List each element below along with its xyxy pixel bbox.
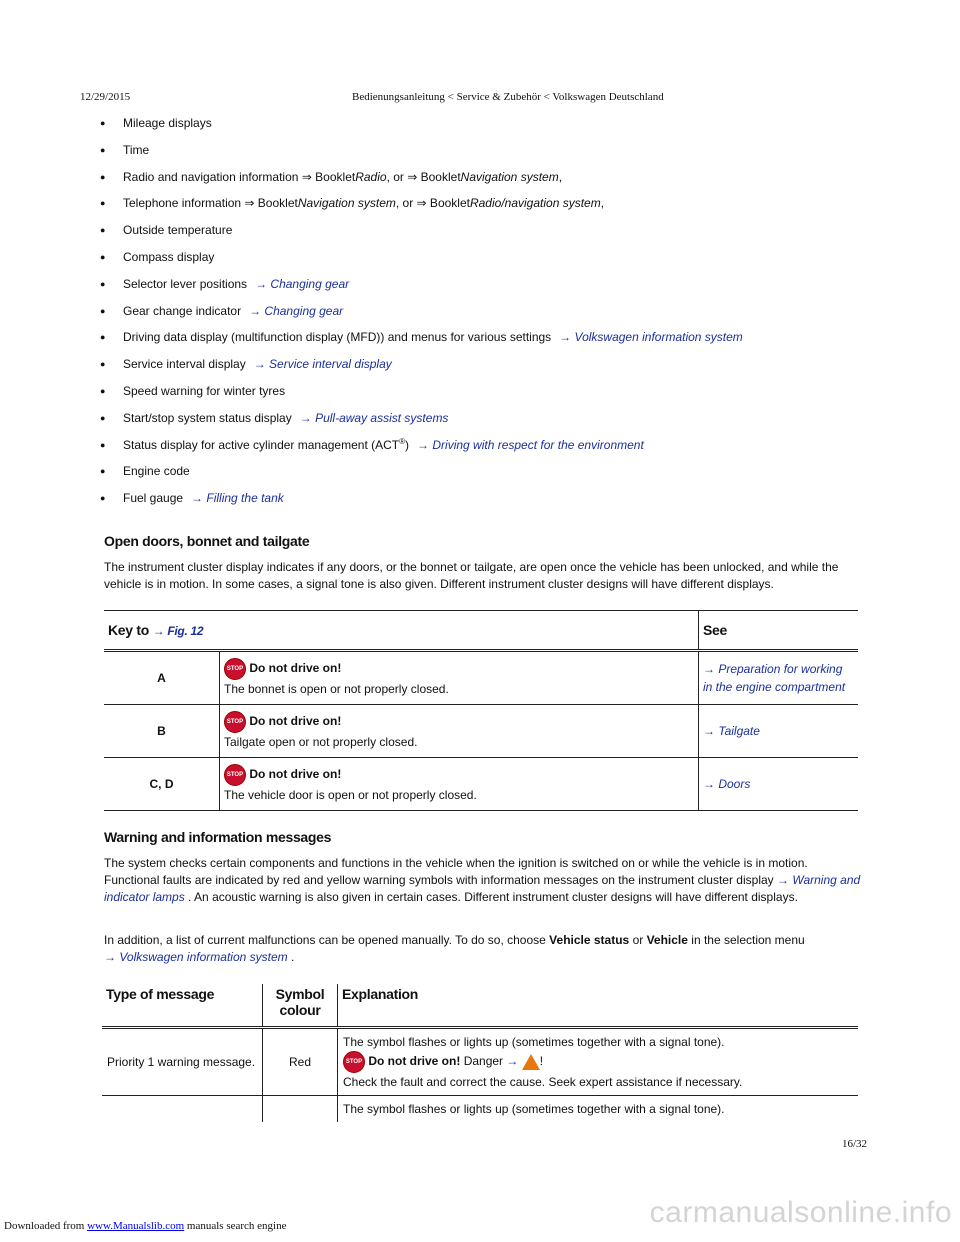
cross-ref-link[interactable]: → Changing gear	[249, 303, 344, 318]
stop-icon: STOP	[224, 711, 246, 733]
key-table	[104, 610, 858, 811]
cross-ref-link[interactable]: → Volkswagen information system	[559, 330, 743, 345]
bullet-icon: ●	[100, 251, 106, 262]
list-item: ● Speed warning for winter tyres	[100, 380, 880, 407]
list-item: ● Start/stop system status display → Pull-away assist systems	[100, 407, 880, 434]
list-item: ● Engine code	[100, 460, 880, 487]
see-header: See	[699, 611, 859, 651]
key-header-label: Key to	[108, 622, 149, 638]
colour-header: Symbol colour	[263, 984, 338, 1028]
table-row	[104, 705, 858, 758]
bullet-icon: ●	[100, 439, 106, 450]
warning-title: Do not drive on!	[249, 661, 342, 676]
bullet-icon: ●	[100, 359, 106, 370]
cross-ref-link[interactable]: → Driving with respect for the environment	[417, 437, 644, 452]
warning-triangle-icon	[522, 1054, 540, 1070]
row-label: B	[104, 705, 220, 758]
list-item: ● Mileage displays	[100, 112, 880, 139]
cross-ref-link[interactable]: → Service interval display	[253, 357, 392, 372]
see-link[interactable]: → Preparation for working in the engine compartment	[703, 662, 846, 694]
footer: Downloaded from www.Manualslib.com manuals search engine	[4, 1220, 287, 1232]
watermark: carmanualsonline.info	[649, 1196, 952, 1229]
section-body-doors: The instrument cluster display indicates if any doors, or the bonnet or tailgate, are open once the vehicle has been unlocked, and while the vehicle is in motion. In some cases, a signal tone is also given. Different instrument cluster designs will have different displays.	[104, 560, 839, 591]
key-table-header	[104, 611, 858, 651]
bullet-icon: ●	[100, 466, 106, 477]
feature-list	[100, 112, 880, 514]
warning-text: Tailgate open or not properly closed.	[224, 735, 418, 749]
table-row	[104, 651, 858, 705]
type-header: Type of message	[102, 984, 263, 1028]
bullet-icon: ●	[100, 118, 106, 128]
section-heading-doors: Open doors, bonnet and tailgate	[104, 533, 310, 549]
bullet-icon: ●	[100, 412, 106, 423]
list-item: ● Time	[100, 139, 880, 166]
warning-title: Do not drive on!	[249, 714, 342, 729]
section-heading-warnings: Warning and information messages	[104, 829, 332, 845]
page-number: 16/32	[842, 1138, 868, 1150]
bullet-icon: ●	[100, 278, 106, 289]
list-item: ● Compass display	[100, 246, 880, 273]
manualslib-link[interactable]: www.Manualslib.com	[87, 1220, 185, 1232]
explanation: The symbol flashes or lights up (sometimes together with a signal tone).	[343, 1102, 725, 1116]
see-link[interactable]: → Tailgate	[703, 724, 760, 738]
message-table-header	[102, 984, 858, 1028]
header-title: Bedienungsanleitung < Service & Zubehör < Volkswagen Deutschland	[352, 91, 664, 103]
table-row	[102, 1096, 858, 1123]
list-item: ● Gear change indicator → Changing gear	[100, 300, 880, 327]
table-row	[102, 1028, 858, 1096]
warning-text: The bonnet is open or not properly closed.	[224, 682, 449, 696]
bullet-icon: ●	[100, 332, 106, 343]
fig-link[interactable]: → Fig. 12	[152, 624, 204, 638]
list-item: ● Fuel gauge → Filling the tank	[100, 487, 880, 514]
header-date: 12/29/2015	[80, 91, 131, 103]
row-label: A	[104, 651, 220, 705]
list-item: ● Selector lever positions → Changing gear	[100, 273, 880, 300]
bullet-icon: ●	[100, 225, 106, 236]
bullet-icon: ●	[100, 171, 106, 182]
warning-title: Do not drive on!	[249, 767, 342, 782]
vw-info-system-link[interactable]: → Volkswagen information system	[104, 950, 288, 964]
section-body-warnings: The system checks certain components and functions in the vehicle when the ignition is switched on or while the vehicle is in motion. Functional faults are indicated by red and yellow warning symbols with information messages on the instrument cluster display → Warning and indicator lamps . An acoustic warning is also given in certain cases. Different instrument cluster designs will have different displays.	[104, 856, 861, 904]
message-type: Priority 1 warning message.	[102, 1028, 263, 1096]
section-body-menu: In addition, a list of current malfunctions can be opened manually. To do so, choose Vehicle status or Vehicle in the selection menu → Volkswagen information system .	[104, 933, 805, 964]
stop-icon: STOP	[224, 764, 246, 786]
table-row	[104, 758, 858, 811]
list-item: ● Radio and navigation information ⇒ BookletRadio, or ⇒ BookletNavigation system,	[100, 166, 880, 193]
bullet-icon: ●	[100, 493, 106, 504]
cross-ref-link[interactable]: → Pull-away assist systems	[299, 410, 449, 425]
list-item: ● Service interval display → Service interval display	[100, 353, 880, 380]
stop-icon: STOP	[224, 658, 246, 680]
warning-lamps-link[interactable]: → Warning and indicator lamps	[104, 873, 861, 904]
symbol-colour: Red	[263, 1028, 338, 1096]
cross-ref-link[interactable]: → Filling the tank	[191, 491, 284, 506]
message-table	[102, 984, 858, 1122]
list-item: ● Outside temperature	[100, 219, 880, 246]
list-item: ● Driving data display (multifunction display (MFD)) and menus for various settings → Volkswagen information system	[100, 326, 880, 353]
stop-icon: STOP	[343, 1051, 365, 1073]
list-item: ● Telephone information ⇒ BookletNavigation system, or ⇒ BookletRadio/navigation system,	[100, 192, 880, 219]
bullet-icon: ●	[100, 198, 106, 209]
explanation-header: Explanation	[338, 984, 859, 1028]
see-link[interactable]: → Doors	[703, 777, 751, 791]
bullet-icon: ●	[100, 144, 106, 155]
warning-text: The vehicle door is open or not properly closed.	[224, 788, 477, 802]
cross-ref-link[interactable]: → Changing gear	[255, 276, 350, 291]
bullet-icon: ●	[100, 305, 106, 316]
explanation: The symbol flashes or lights up (sometimes together with a signal tone). STOP Do not drive on! Danger → ! Check the fault and correct the cause. Seek expert assistance if necessary.	[338, 1028, 859, 1096]
bullet-icon: ●	[100, 385, 106, 396]
danger-link[interactable]: →	[506, 1054, 519, 1069]
row-label: C, D	[104, 758, 220, 811]
list-item: ● Status display for active cylinder management (ACT®) → Driving with respect for the environment	[100, 434, 880, 461]
